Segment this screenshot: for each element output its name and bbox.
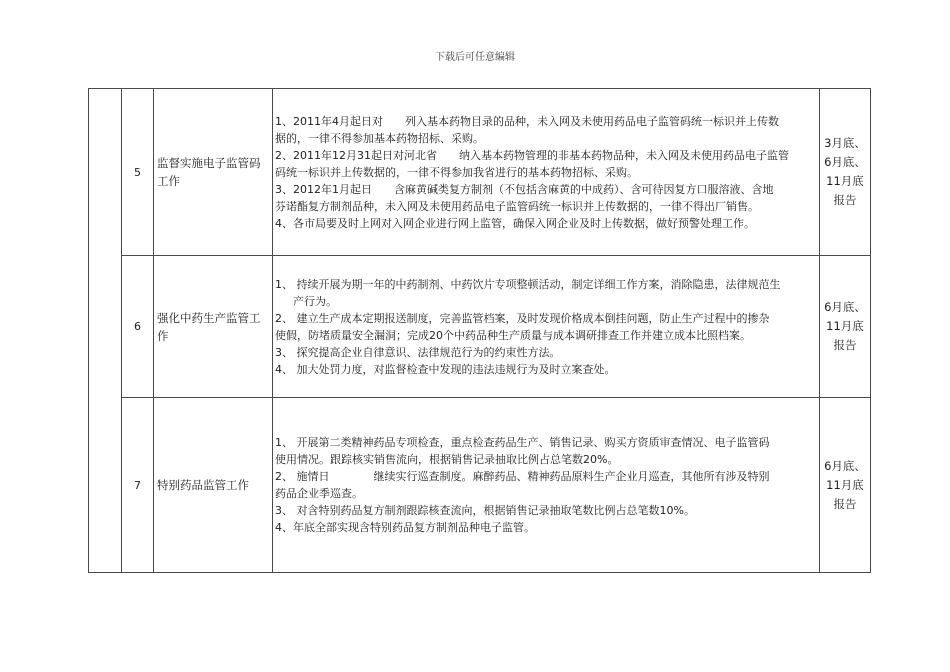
content-line: 使假，防堵质量安全漏洞；完成20个中药品种生产质量与成本调研排查工作并建立成本比照档案。	[275, 328, 751, 342]
content-line: 4、年底全部实现含特别药品复方制剂品种电子监管。	[275, 521, 535, 534]
table-row	[89, 398, 871, 573]
content-line: 3、2012年1月起日 含麻黄碱类复方制剂（不包括含麻黄的中成药）、含可待因复方口服溶液、含地	[275, 182, 774, 196]
content-line: 码统一标识并上传数据的，一律不得参加我省进行的基本药物招标、采购。	[275, 165, 638, 179]
row-number-cell	[122, 398, 154, 573]
deadline-text: 3月底、6月底、11月底报告	[824, 136, 866, 207]
table-row	[89, 256, 871, 398]
row-number-cell	[122, 89, 154, 256]
deadline-cell	[820, 398, 871, 573]
content-line: 药品企业季巡查。	[275, 487, 363, 500]
content-line: 1、 开展第二类精神药品专项检查，重点检查药品生产、销售记录、购买方资质审查情况、电子监管码	[275, 436, 770, 449]
row-number-cell	[122, 256, 154, 398]
task-title-cell	[154, 89, 273, 256]
content-line: 3、 探究提高企业自律意识、法律规范行为的约束性方法。	[275, 345, 561, 359]
content-line: 产行为。	[293, 294, 337, 308]
merged-category-cell	[89, 89, 122, 573]
content-line: 2、2011年12月31起日对河北省 纳入基本药物管理的非基本药物品种，未入网及未使用药品电子监管	[275, 148, 789, 162]
content-line: 4、 加大处罚力度，对监督检查中发现的违法违规行为及时立案查处。	[275, 362, 616, 376]
task-title: 监督实施电子监管码工作	[157, 156, 261, 188]
row-number: 6	[134, 320, 141, 333]
task-content-cell	[273, 89, 820, 256]
task-title: 强化中药生产监管工作	[157, 310, 261, 343]
task-title-cell	[154, 398, 273, 573]
content-line: 3、 对含特别药品复方制剂跟踪核查流向，根据销售记录抽取笔数比例占总笔数10%。	[275, 504, 695, 517]
deadline-cell	[820, 256, 871, 398]
content-line: 2、 建立生产成本定期报送制度，完善监管档案，及时发现价格成本倒挂问题，防止生产过程中的掺杂	[275, 311, 770, 325]
content-line: 4、各市局要及时上网对入网企业进行网上监管，确保入网企业及时上传数据，做好预警处理工作。	[275, 216, 755, 230]
deadline-text: 6月底、11月底报告	[824, 300, 866, 352]
row-number: 5	[134, 165, 141, 179]
content-line: 2、 施情日 继续实行巡查制度。麻醉药品、精神药品原料生产企业月巡查，其他所有涉及特别	[275, 470, 770, 483]
row-number: 7	[134, 478, 141, 492]
deadline-cell	[820, 89, 871, 256]
table-row	[89, 89, 871, 256]
content-line: 使用情况。跟踪核实销售流向，根据销售记录抽取比例占总笔数20%。	[275, 453, 619, 466]
content-line: 1、 持续开展为期一年的中药制剂、中药饮片专项整顿活动，制定详细工作方案，消除隐患，法律规范生	[275, 277, 781, 291]
deadline-text: 6月底、11月底报告	[824, 458, 866, 511]
task-title: 特别药品监管工作	[157, 478, 249, 492]
task-content-cell	[273, 398, 820, 573]
content-line: 芬诺酯复方制剂品种，未入网及未使用药品电子监管码统一标识并上传数据的，一律不得出厂销售。	[275, 199, 759, 213]
task-content-cell	[273, 256, 820, 398]
content-line: 1、2011年4月起日对 列入基本药物目录的品种，未入网及未使用药品电子监管码统一标识并上传数	[275, 114, 779, 128]
task-title-cell	[154, 256, 273, 398]
page-header: 下载后可任意编辑	[435, 52, 515, 63]
work-plan-table	[88, 88, 871, 573]
content-line: 据的，一律不得参加基本药物招标、采购。	[275, 131, 484, 145]
